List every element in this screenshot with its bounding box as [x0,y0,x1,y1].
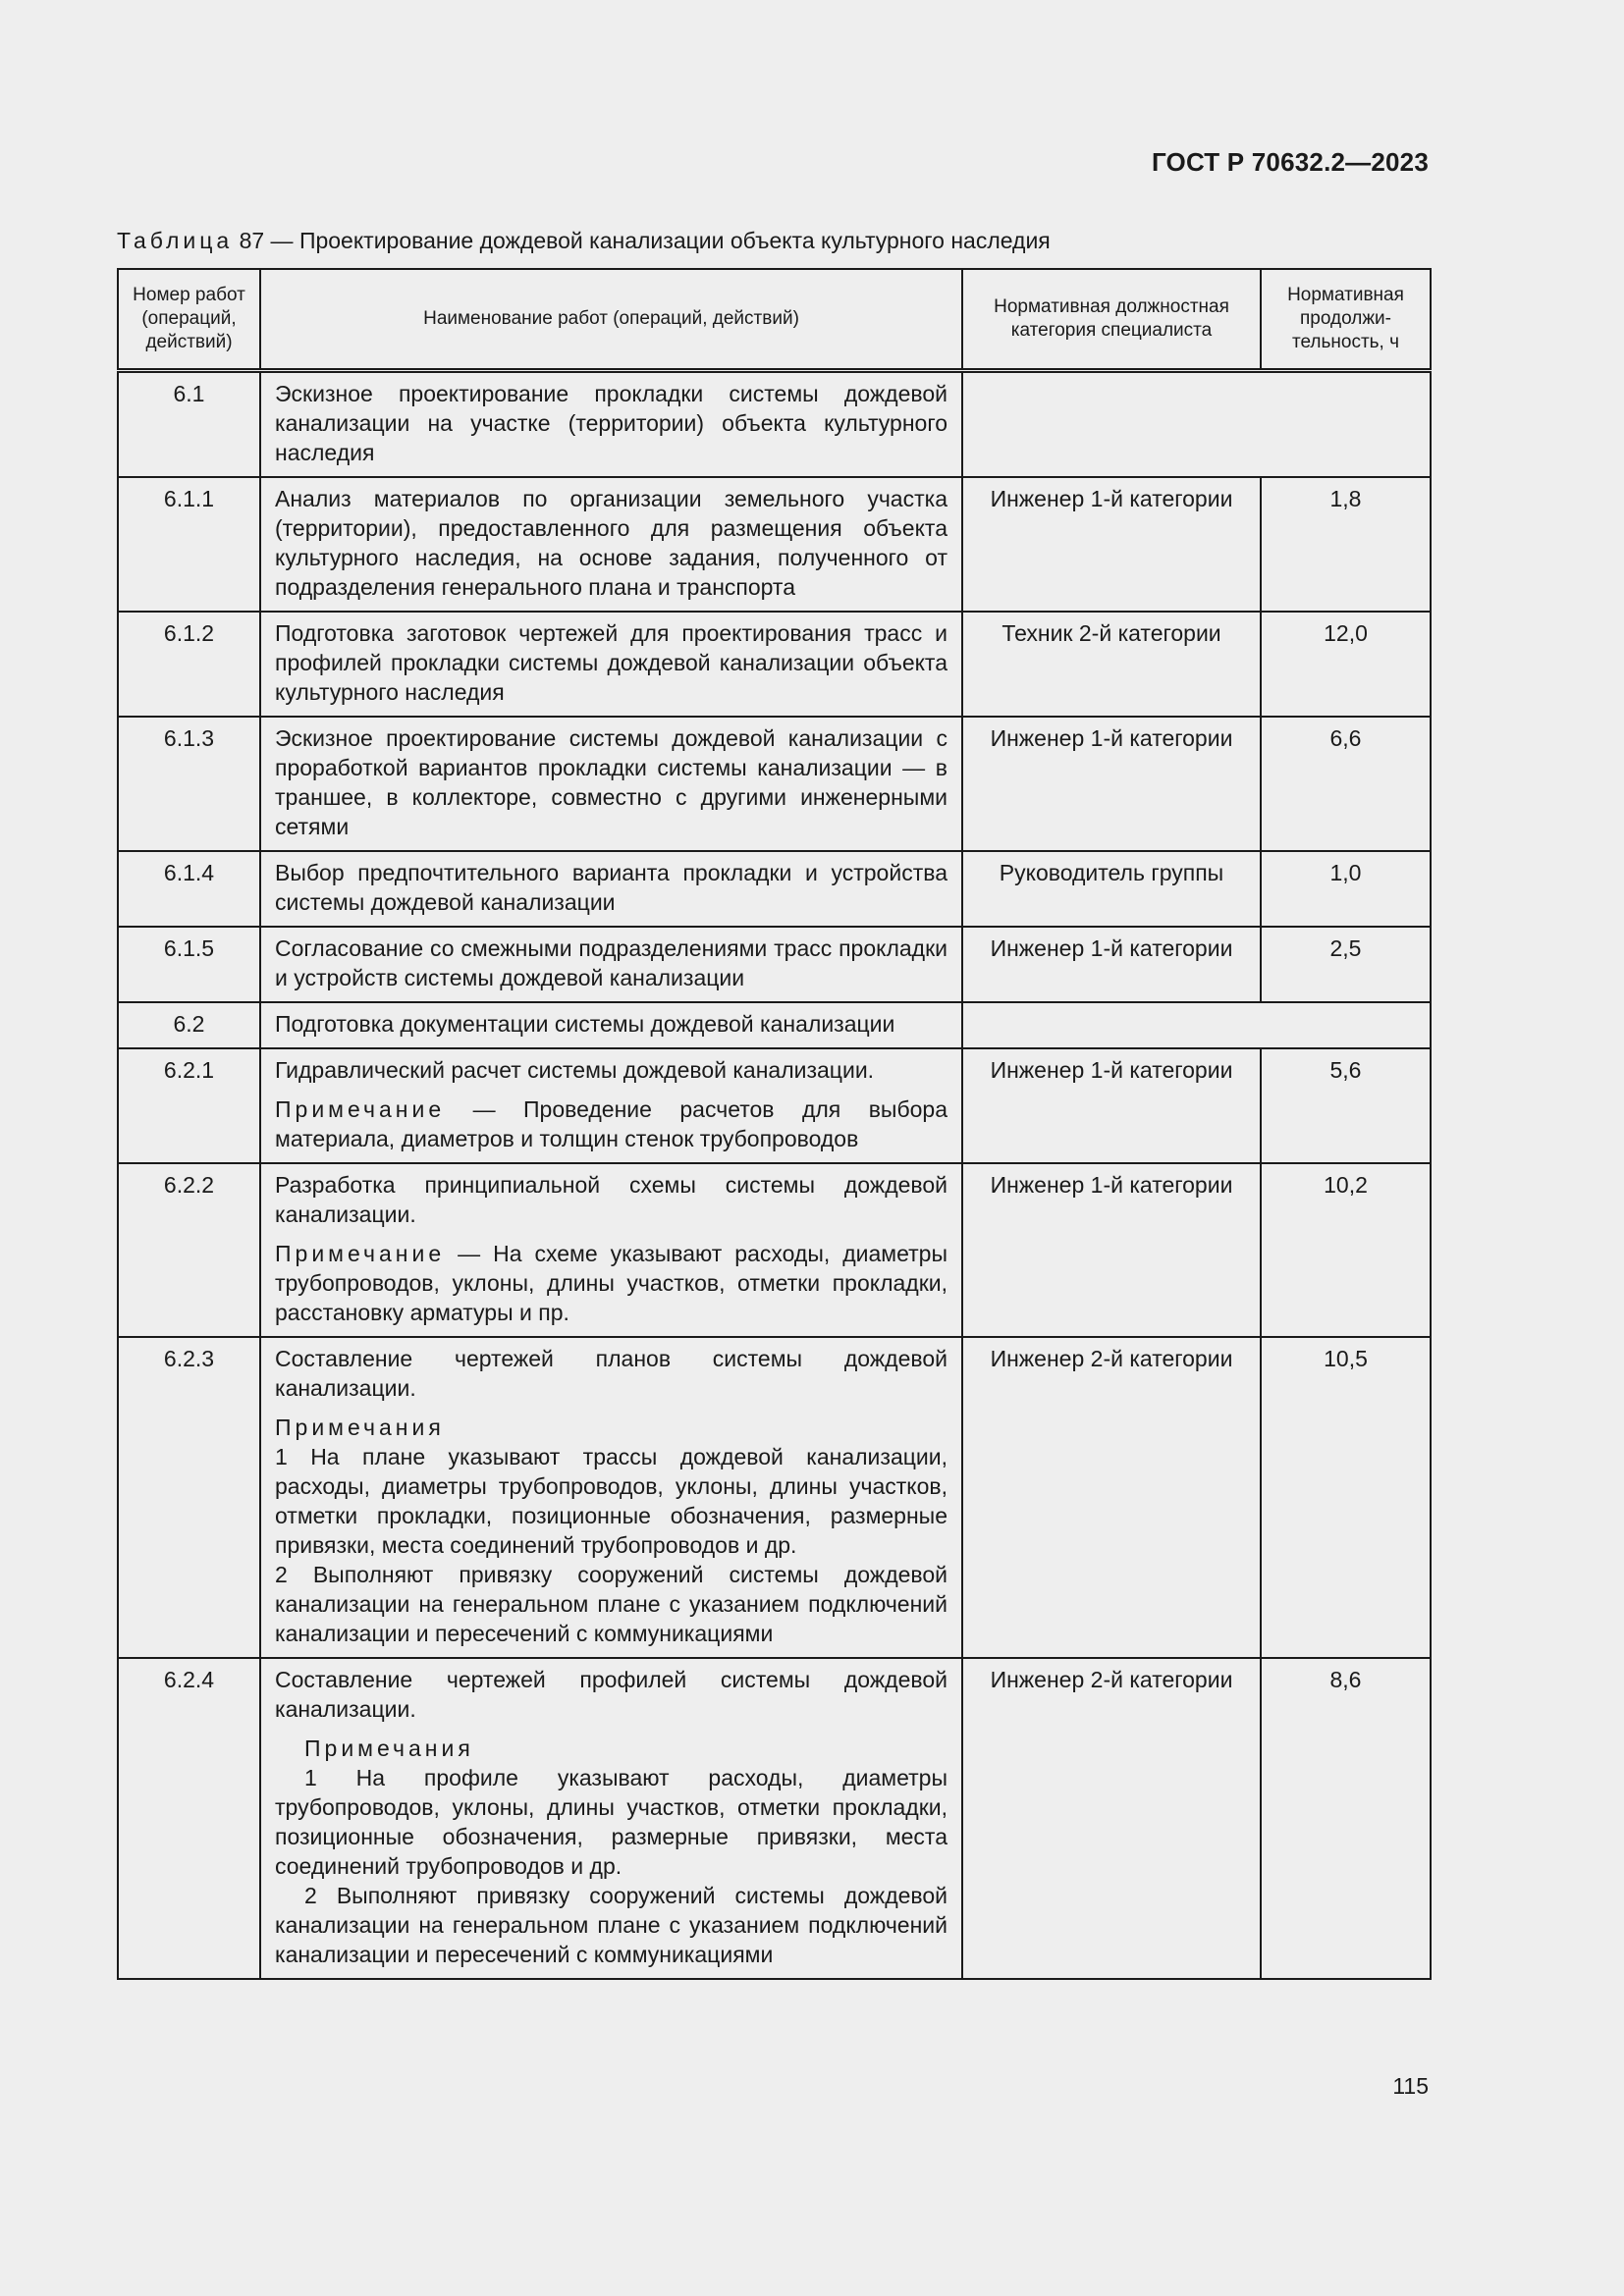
note-heading: Примечание [275,1096,446,1122]
header-number: Номер работ (операций, действий) [118,269,260,371]
header-category: Нормативная должностная категория специалиста [962,269,1261,371]
row-name-text: Составление чертежей планов системы дождевой канализации. [275,1346,947,1401]
row-name-text: Разработка принципиальной схемы системы дождевой канализации. [275,1172,947,1227]
row-category: Инженер 1-й категории [962,927,1261,1002]
row-number: 6.1.3 [118,717,260,851]
row-name-text: Гидравлический расчет системы дождевой канализации. [275,1057,875,1083]
row-number: 6.2.3 [118,1337,260,1658]
row-number: 6.1 [118,371,260,478]
row-name: Согласование со смежными подразделениями трасс прокладки и устройств системы дождевой канализации [260,927,962,1002]
row-number: 6.2.4 [118,1658,260,1979]
table-row [118,371,1431,478]
row-note [275,1239,947,1327]
table-row [118,717,1431,851]
table-row [118,851,1431,927]
row-category: Техник 2-й категории [962,612,1261,717]
row-duration: 6,6 [1261,717,1431,851]
table-row [118,477,1431,612]
row-name: Подготовка заготовок чертежей для проектирования трасс и профилей прокладки системы дождевой канализации объекта культурного наследия [260,612,962,717]
row-name [260,1163,962,1337]
table-caption-label: Таблица [117,228,234,253]
row-category [962,371,1431,478]
table-row [118,612,1431,717]
row-duration: 1,0 [1261,851,1431,927]
row-category [962,1002,1431,1048]
note-text: — Проведение расчетов для выбора материала, диаметров и толщин стенок трубопроводов [275,1096,947,1151]
table-row [118,1658,1431,1979]
row-name: Подготовка документации системы дождевой канализации [260,1002,962,1048]
table-row [118,927,1431,1002]
row-duration: 8,6 [1261,1658,1431,1979]
note-item: 1 На профиле указывают расходы, диаметры трубопроводов, уклоны, длины участков, отметки прокладки, позиционные обозначения, размерные привязки, места соединений трубопроводов и др. [275,1765,947,1879]
row-name: Выбор предпочтительного варианта прокладки и устройства системы дождевой канализации [260,851,962,927]
table-row [118,1163,1431,1337]
row-name: Эскизное проектирование прокладки системы дождевой канализации на участке (территории) объекта культурного наследия [260,371,962,478]
note-text: — На схеме указывают расходы, диаметры трубопроводов, уклоны, длины участков, отметки прокладки, расстановку арматуры и пр. [275,1241,947,1325]
row-number: 6.2.1 [118,1048,260,1163]
notes-heading: Примечания [304,1735,474,1761]
note-heading: Примечание [275,1241,446,1266]
row-number: 6.1.1 [118,477,260,612]
table-row [118,1002,1431,1048]
row-name [260,1658,962,1979]
row-number: 6.2.2 [118,1163,260,1337]
row-category: Инженер 1-й категории [962,1048,1261,1163]
header-name: Наименование работ (операций, действий) [260,269,962,371]
table-caption [117,228,1051,254]
row-number: 6.1.2 [118,612,260,717]
row-category: Инженер 1-й категории [962,717,1261,851]
row-name-text: Составление чертежей профилей системы дождевой канализации. [275,1667,947,1722]
row-name: Эскизное проектирование системы дождевой канализации с проработкой вариантов прокладки системы канализации — в траншее, в коллекторе, совместно с другими инженерными сетями [260,717,962,851]
page-number: 115 [1392,2073,1429,2099]
row-note [275,1095,947,1153]
table-header-row [118,269,1431,371]
row-category: Инженер 2-й категории [962,1337,1261,1658]
row-duration: 12,0 [1261,612,1431,717]
table-row [118,1048,1431,1163]
note-item: 2 Выполняют привязку сооружений системы дождевой канализации на генеральном плане с указанием подключений канализации и пересечений с коммуникациями [275,1562,947,1646]
row-number: 6.1.4 [118,851,260,927]
row-duration: 1,8 [1261,477,1431,612]
row-duration: 2,5 [1261,927,1431,1002]
row-duration: 5,6 [1261,1048,1431,1163]
header-duration: Нормативная продолжительность, ч [1261,269,1431,371]
row-category: Инженер 2-й категории [962,1658,1261,1979]
row-category: Инженер 1-й категории [962,477,1261,612]
row-number: 6.1.5 [118,927,260,1002]
row-category: Руководитель группы [962,851,1261,927]
row-duration: 10,5 [1261,1337,1431,1658]
row-category: Инженер 1-й категории [962,1163,1261,1337]
row-name: Анализ материалов по организации земельного участка (территории), предоставленного для размещения объекта культурного наследия, на основе задания, полученного от подразделения генерального плана и транспорта [260,477,962,612]
table-caption-text: 87 — Проектирование дождевой канализации объекта культурного наследия [233,228,1051,253]
row-duration: 10,2 [1261,1163,1431,1337]
document-code: ГОСТ Р 70632.2—2023 [1151,147,1429,177]
table-row [118,1337,1431,1658]
note-item: 2 Выполняют привязку сооружений системы дождевой канализации на генеральном плане с указанием подключений канализации и пересечений с коммуникациями [275,1883,947,1967]
notes-heading: Примечания [275,1415,445,1440]
row-number: 6.2 [118,1002,260,1048]
row-name [260,1048,962,1163]
works-table [117,268,1432,1980]
note-item: 1 На плане указывают трассы дождевой канализации, расходы, диаметры трубопроводов, уклоны, длины участков, отметки прокладки, позиционные обозначения, размерные привязки, места соединений трубопроводов и др. [275,1444,947,1558]
row-name [260,1337,962,1658]
